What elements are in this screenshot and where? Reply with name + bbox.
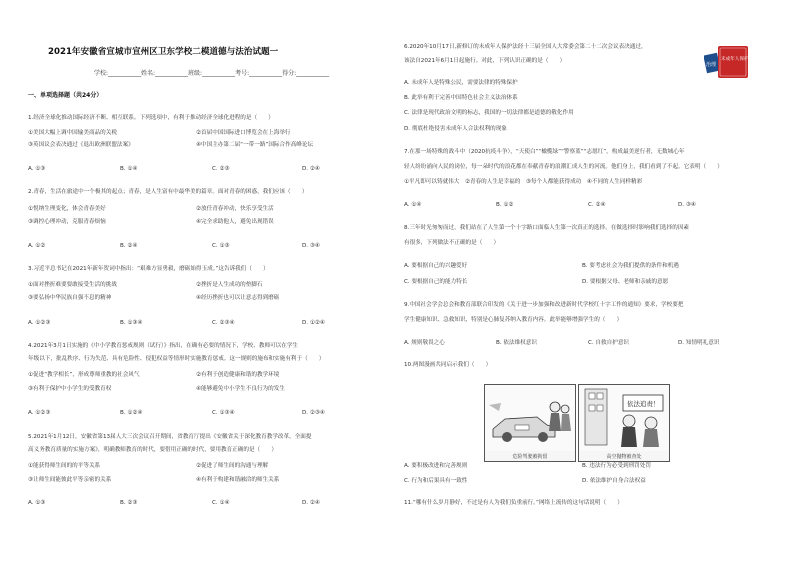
q4-choice-c[interactable]: C. ①③④ <box>212 410 235 416</box>
q1-stem: 1.经济全球化推动国际经济不断、相互联系。下列选项中，有利于推动经济全球化进程的是（ ） <box>28 115 274 121</box>
q6-stem-line: 该法自2021年6月1日起施行。对此，下列认识正确的是（ ） <box>404 58 566 64</box>
q9-choice-a[interactable]: A. 规则敬畏之心 <box>404 340 445 346</box>
q2-item: ④完全求助他人，避免出现错误 <box>196 219 274 225</box>
q4-stem-line: 4.2021年3月1日实施的《中小学教育惩戒规则（试行）》指出，在确有必要的情况下，学校、教师可以在学生 <box>28 343 299 349</box>
q10-choice-a[interactable]: A. 要积极改进和完善规则 <box>404 463 468 469</box>
q2-stem: 2.青春，生活在旅途中一个极其的起点；青春，是人生富有中最华美的篇章。面对青春的困惑，我们应该（ ） <box>28 189 308 195</box>
q4-item: ④能够避免中小学生不良行为的发生 <box>196 386 285 392</box>
q1-item: ④中国主办第二届“一带一路”国际合作高峰论坛 <box>196 142 314 148</box>
q2-choice-c[interactable]: C. ①③ <box>212 243 230 249</box>
q3-choice-d[interactable]: D. ①②④ <box>302 320 325 326</box>
q3-stem: 3.习近平总书记在2021年新年贺词中指出：“艰难方显勇毅，磨砺始得玉成。”这告诉我们（ ） <box>28 266 269 272</box>
q10-stem: 10.两图漫画共同启示我们（ ） <box>404 362 492 368</box>
q1-choice-b[interactable]: B. ①④ <box>120 166 138 172</box>
q4-item: ②有利于创造健康和谐的教学环境 <box>196 372 280 378</box>
q4-choice-b[interactable]: B. ①②④ <box>120 410 143 416</box>
sign-text: 依法追责！ <box>627 400 660 408</box>
q3-choice-b[interactable]: B. ①③④ <box>120 320 143 326</box>
q4-item: ③有利于保护中小学生的受教育权 <box>28 386 112 392</box>
q6-choice-a[interactable]: A. 未成年人是特殊公民，需要法律的特殊保护 <box>404 80 518 86</box>
q7-stem-line: 7.在那一场特殊的战斗中（2020抗疫斗争），“天使白”“橄榄绿”“警察蓝”“志愿红”，构成最美逆行者，无数城心年 <box>404 149 685 155</box>
q9-choice-c[interactable]: C. 自救自护意识 <box>588 340 630 346</box>
badge-text-2: 未成年人保护法 <box>721 57 752 62</box>
q3-item: ①面对挫折难要要敢接受生活的挑战 <box>28 282 117 288</box>
q2-item: ②放任青春冲动，快乐享受生活 <box>196 206 274 212</box>
q1-item: ③英国议会表决通过《退出欧洲联盟法案》 <box>28 142 134 148</box>
q4-stem-line: 年级以下，批乱秩序、行为失范、具有危险性、侵犯权益等情形时实施教育惩戒。这一规则的施布和实施有利于（ ） <box>28 356 325 362</box>
q8-choice-b[interactable]: B. 要考虑社会为我们提供的条件和机遇 <box>582 263 679 269</box>
q7-choice-d[interactable]: D. ③④ <box>678 202 696 208</box>
q4-choice-a[interactable]: A. ①②③ <box>28 410 51 416</box>
q5-item: ④有利于构建和谐融洽的师生关系 <box>196 477 280 483</box>
q3-item: ④经历挫折也可以让意志得到磨砺 <box>196 295 280 301</box>
q6-choice-d[interactable]: D. 彻底杜绝侵害未成年人合法权利的现象 <box>404 126 507 132</box>
q3-choice-a[interactable]: A. ①②③ <box>28 320 51 326</box>
q8-choice-c[interactable]: C. 要根据自己的能力特长 <box>404 279 468 285</box>
q6-choice-b[interactable]: B. 此举有利于完善中国特色社会主义法治体系 <box>404 95 518 101</box>
student-info-line: 学校:___________姓名:___________班级:___________考号:___________得分:___________ <box>94 70 330 77</box>
q10-choice-d[interactable]: D. 依法维护自身合法权益 <box>582 478 646 484</box>
q10-cartoons <box>484 384 668 460</box>
q8-choice-a[interactable]: A. 要根据自己的兴趣爱好 <box>404 263 468 269</box>
q8-choice-d[interactable]: D. 要根据父母、老师和亲戚的意愿 <box>582 279 669 285</box>
q4-item: ①促进“教学相长”，形成尊师重教的社会风气 <box>28 372 140 378</box>
q9-choice-b[interactable]: B. 依法维权意识 <box>496 340 537 346</box>
q5-item: ①能获得师生间的的平等关系 <box>28 463 101 469</box>
q1-item: ②首届中国国际进口博览会在上海举行 <box>196 130 291 136</box>
falling-object-icon <box>579 385 669 451</box>
q2-choice-a[interactable]: A. ①② <box>28 243 46 249</box>
q2-choice-d[interactable]: D. ③④ <box>302 243 320 249</box>
q5-choice-c[interactable]: C. ①④ <box>212 500 230 506</box>
cartoon-panel-high-altitude <box>578 384 670 462</box>
q9-stem-line: 学生健康知识、急救知识，特别是心肺复苏纳入教育内容。此举能够增强学生的（ ） <box>404 317 623 323</box>
q3-item: ③要弘扬中华民族自强不息的精神 <box>28 295 112 301</box>
q7-stem-line: ①平凡即可以铸就伟大 ②青春的人生是幸福的 ③每个人都能获得成功 ④不同的人生同样精彩 <box>404 179 643 185</box>
q9-choice-d[interactable]: D. 知情明礼意识 <box>678 340 720 346</box>
q5-choice-d[interactable]: D. ②④ <box>302 500 320 506</box>
q2-item: ③调控心理冲动，克服青春烦恼 <box>28 219 106 225</box>
q8-stem-line: 8.三年时光匆匆而过，我们站在了人生第一个十字路口面临人生第一次真正的选择。在做选择时影响我们选择的因素 <box>404 225 690 231</box>
law-book-illustration <box>704 44 752 80</box>
q5-stem-line: 高义务教育质量的实施方案》，明确教师教育的时代，要借用正确的时代，要用教育正确的是（ ） <box>28 447 277 453</box>
q5-choice-a[interactable]: A. ①③ <box>28 500 46 506</box>
q9-stem-line: 9.中国社会学会总会和教育部联合印发的《关于进一步加强和改进新时代学校红十字工作的通知》要求，学校要把 <box>404 302 684 308</box>
section-heading: 一、单项选择题（共24分） <box>28 92 103 99</box>
cartoon-caption-1: 危险驾驶被拘留 <box>512 454 548 460</box>
q5-item: ③让师生间能彼此平等亲密的关系 <box>28 477 112 483</box>
q1-item: ①美国大幅上调中国输美商品的关税 <box>28 130 117 136</box>
q2-choice-b[interactable]: B. ②④ <box>120 243 138 249</box>
q6-choice-c[interactable]: C. 法律是现代政治文明的标志，我国的一切法律都是道德的敬化作用 <box>404 110 574 116</box>
cartoon-caption-2: 高空抛物被查处 <box>606 454 642 460</box>
q5-choice-b[interactable]: B. ②③ <box>120 500 138 506</box>
q5-item: ②促进了师生间的沟通与理解 <box>196 463 269 469</box>
q6-stem-line: 6.2020年10月17日,新修订的未成年人保护法经十三届全国人大常委会第二十二次会议表决通过， <box>404 44 647 50</box>
badge-text-1: 治理 <box>706 62 717 68</box>
law-book-icon <box>704 44 752 80</box>
q3-item: ②挫折是人生成功的垫脚石 <box>196 282 263 288</box>
q2-item: ①悦纳生理变化，体会青春美好 <box>28 206 106 212</box>
q5-stem-line: 5.2021年1月12日，安徽省第13届人大三次会议召开期间，省教育厅提出《安徽省关于深化教育教学改革，全面提 <box>28 434 312 440</box>
q1-choice-a[interactable]: A. ①③ <box>28 166 46 172</box>
q11-stem: 11.“哪有什么岁月静好，不过是有人为我们负重前行。”网络上流传的这句话说明（ ） <box>404 500 623 506</box>
q10-choice-b[interactable]: B. 违法行为必受到刑罚处罚 <box>582 463 651 469</box>
q7-stem-line: 轻人纷纷涌向人民的岗位，每一朵时代的浪花都在奉献青春的浪潮汇成人生的河流。他们身上，我们看到了不起。它表明（ ） <box>404 164 723 170</box>
q1-choice-d[interactable]: D. ②④ <box>302 166 320 172</box>
q10-choice-c[interactable]: C. 行为和后果具有一致性 <box>404 478 468 484</box>
page-title: 2021年安徽省宣城市宣州区卫东学校二模道德与法治试题一 <box>48 47 279 57</box>
police-car-icon <box>485 385 575 451</box>
q8-stem-line: 有很多，下列做法不正确的是（ ） <box>404 240 500 246</box>
q7-choice-b[interactable]: B. ①② <box>496 202 514 208</box>
q7-choice-c[interactable]: C. ②④ <box>588 202 606 208</box>
q3-choice-c[interactable]: C. ②③④ <box>212 320 235 326</box>
cartoon-panel-drunk-driving <box>484 384 576 462</box>
q7-choice-a[interactable]: A. ①④ <box>404 202 422 208</box>
q1-choice-c[interactable]: C. ②③ <box>212 166 230 172</box>
q4-choice-d[interactable]: D. ②③④ <box>302 410 325 416</box>
